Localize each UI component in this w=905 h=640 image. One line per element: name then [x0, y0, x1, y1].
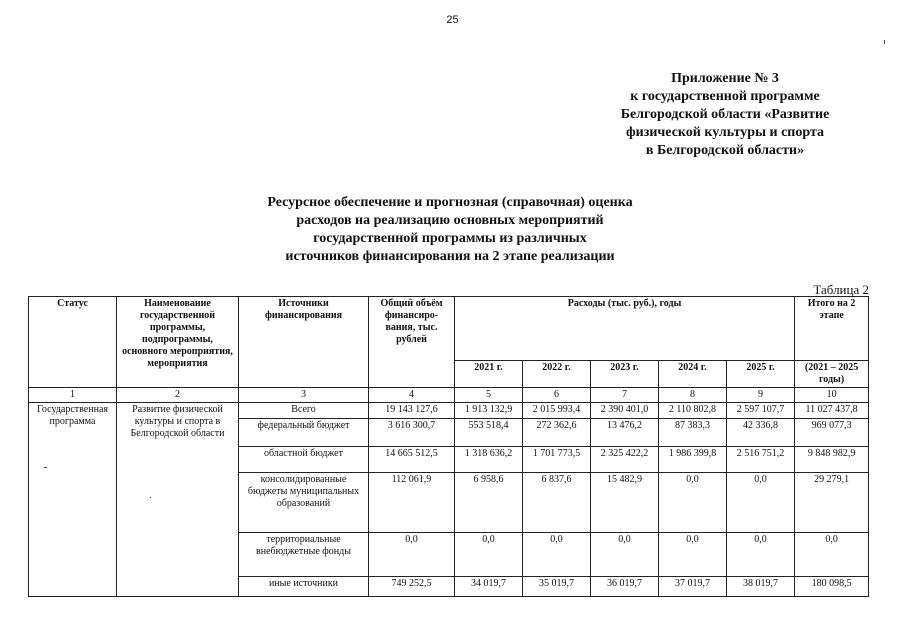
value-cell: 2 325 422,2	[591, 447, 659, 473]
column-number: 2	[117, 388, 239, 403]
header-expenses: Расходы (тыс. руб.), годы	[455, 297, 795, 361]
value-cell: 749 252,5	[369, 577, 455, 597]
header-year: 2023 г.	[591, 361, 659, 388]
title-line: источников финансирования на 2 этапе реализации	[285, 249, 615, 264]
value-cell: 2 597 107,7	[727, 403, 795, 419]
header-sources: Источники финансирования	[239, 297, 369, 388]
column-number: 5	[455, 388, 523, 403]
column-number: 8	[659, 388, 727, 403]
value-cell: 6 837,6	[523, 473, 591, 533]
table-caption: Таблица 2	[813, 282, 869, 297]
value-cell: 2 390 401,0	[591, 403, 659, 419]
value-cell: 112 061,9	[369, 473, 455, 533]
value-cell: 1 913 132,9	[455, 403, 523, 419]
value-cell: 14 665 512,5	[369, 447, 455, 473]
title-line: государственной программы из различных	[313, 231, 587, 246]
value-cell: 553 518,4	[455, 419, 523, 447]
source-cell: иные источники	[239, 577, 369, 597]
table-row	[29, 403, 869, 419]
value-cell: 29 279,1	[795, 473, 869, 533]
column-number: 9	[727, 388, 795, 403]
column-number: 3	[239, 388, 369, 403]
source-cell: Всего	[239, 403, 369, 419]
value-cell: 34 019,7	[455, 577, 523, 597]
value-cell: 0,0	[523, 533, 591, 577]
scan-speck	[44, 467, 47, 468]
value-cell: 15 482,9	[591, 473, 659, 533]
header-year: 2022 г.	[523, 361, 591, 388]
value-cell: 6 958,6	[455, 473, 523, 533]
value-cell: 1 318 636,2	[455, 447, 523, 473]
column-number: 1	[29, 388, 117, 403]
header-year: 2021 г.	[455, 361, 523, 388]
value-cell: 0,0	[455, 533, 523, 577]
value-cell: 2 015 993,4	[523, 403, 591, 419]
value-cell: 0,0	[795, 533, 869, 577]
document-title	[140, 194, 760, 266]
value-cell: 19 143 127,6	[369, 403, 455, 419]
value-cell: 36 019,7	[591, 577, 659, 597]
value-cell: 13 476,2	[591, 419, 659, 447]
column-number: 4	[369, 388, 455, 403]
value-cell: 11 027 437,8	[795, 403, 869, 419]
value-cell: 42 336,8	[727, 419, 795, 447]
appendix-line: Приложение № 3	[671, 71, 779, 86]
value-cell: 87 383,3	[659, 419, 727, 447]
value-cell: 3 616 300,7	[369, 419, 455, 447]
title-line: Ресурсное обеспечение и прогнозная (справочная) оценка	[267, 195, 633, 210]
column-number: 7	[591, 388, 659, 403]
value-cell: 0,0	[591, 533, 659, 577]
source-cell: федеральный бюджет	[239, 419, 369, 447]
value-cell: 0,0	[659, 533, 727, 577]
value-cell: 37 019,7	[659, 577, 727, 597]
resource-table	[28, 296, 869, 597]
page-number: 25	[446, 14, 459, 26]
column-number: 10	[795, 388, 869, 403]
source-cell: консолидированные бюджеты муниципальных образований	[239, 473, 369, 533]
value-cell: 1 986 399,8	[659, 447, 727, 473]
appendix-line: в Белгородской области»	[645, 143, 805, 158]
header-stage-total: Итого на 2 этапе	[795, 297, 869, 361]
header-year: 2025 г.	[727, 361, 795, 388]
header-status: Статус	[29, 297, 117, 388]
program-name-cell: Развитие физической культуры и спорта в Белгородской области	[117, 403, 239, 597]
value-cell: 0,0	[727, 473, 795, 533]
status-cell: Государственная программа	[29, 403, 117, 597]
value-cell: 2 516 751,2	[727, 447, 795, 473]
title-line: расходов на реализацию основных мероприятий	[296, 213, 604, 228]
header-year: 2024 г.	[659, 361, 727, 388]
appendix-line: физической культуры и спорта	[625, 125, 825, 140]
value-cell: 38 019,7	[727, 577, 795, 597]
value-cell: 969 077,3	[795, 419, 869, 447]
scan-speck	[150, 497, 151, 498]
appendix-line: Белгородской области «Развитие	[620, 107, 830, 122]
value-cell: 1 701 773,5	[523, 447, 591, 473]
source-cell: территориальные внебюджетные фонды	[239, 533, 369, 577]
value-cell: 0,0	[659, 473, 727, 533]
value-cell: 0,0	[727, 533, 795, 577]
value-cell: 35 019,7	[523, 577, 591, 597]
value-cell: 2 110 802,8	[659, 403, 727, 419]
header-total: Общий объём финансиро-вания, тыс. рублей	[369, 297, 455, 388]
value-cell: 9 848 982,9	[795, 447, 869, 473]
appendix-line: к государственной программе	[630, 89, 820, 104]
header-stage-years: (2021 – 2025 годы)	[795, 361, 869, 388]
value-cell: 180 098,5	[795, 577, 869, 597]
header-name: Наименование государственной программы, подпрограммы, основного мероприятия, мероприятия	[117, 297, 239, 388]
scan-speck	[884, 40, 885, 44]
value-cell: 0,0	[369, 533, 455, 577]
source-cell: областной бюджет	[239, 447, 369, 473]
column-number: 6	[523, 388, 591, 403]
appendix-heading	[560, 70, 890, 160]
value-cell: 272 362,6	[523, 419, 591, 447]
